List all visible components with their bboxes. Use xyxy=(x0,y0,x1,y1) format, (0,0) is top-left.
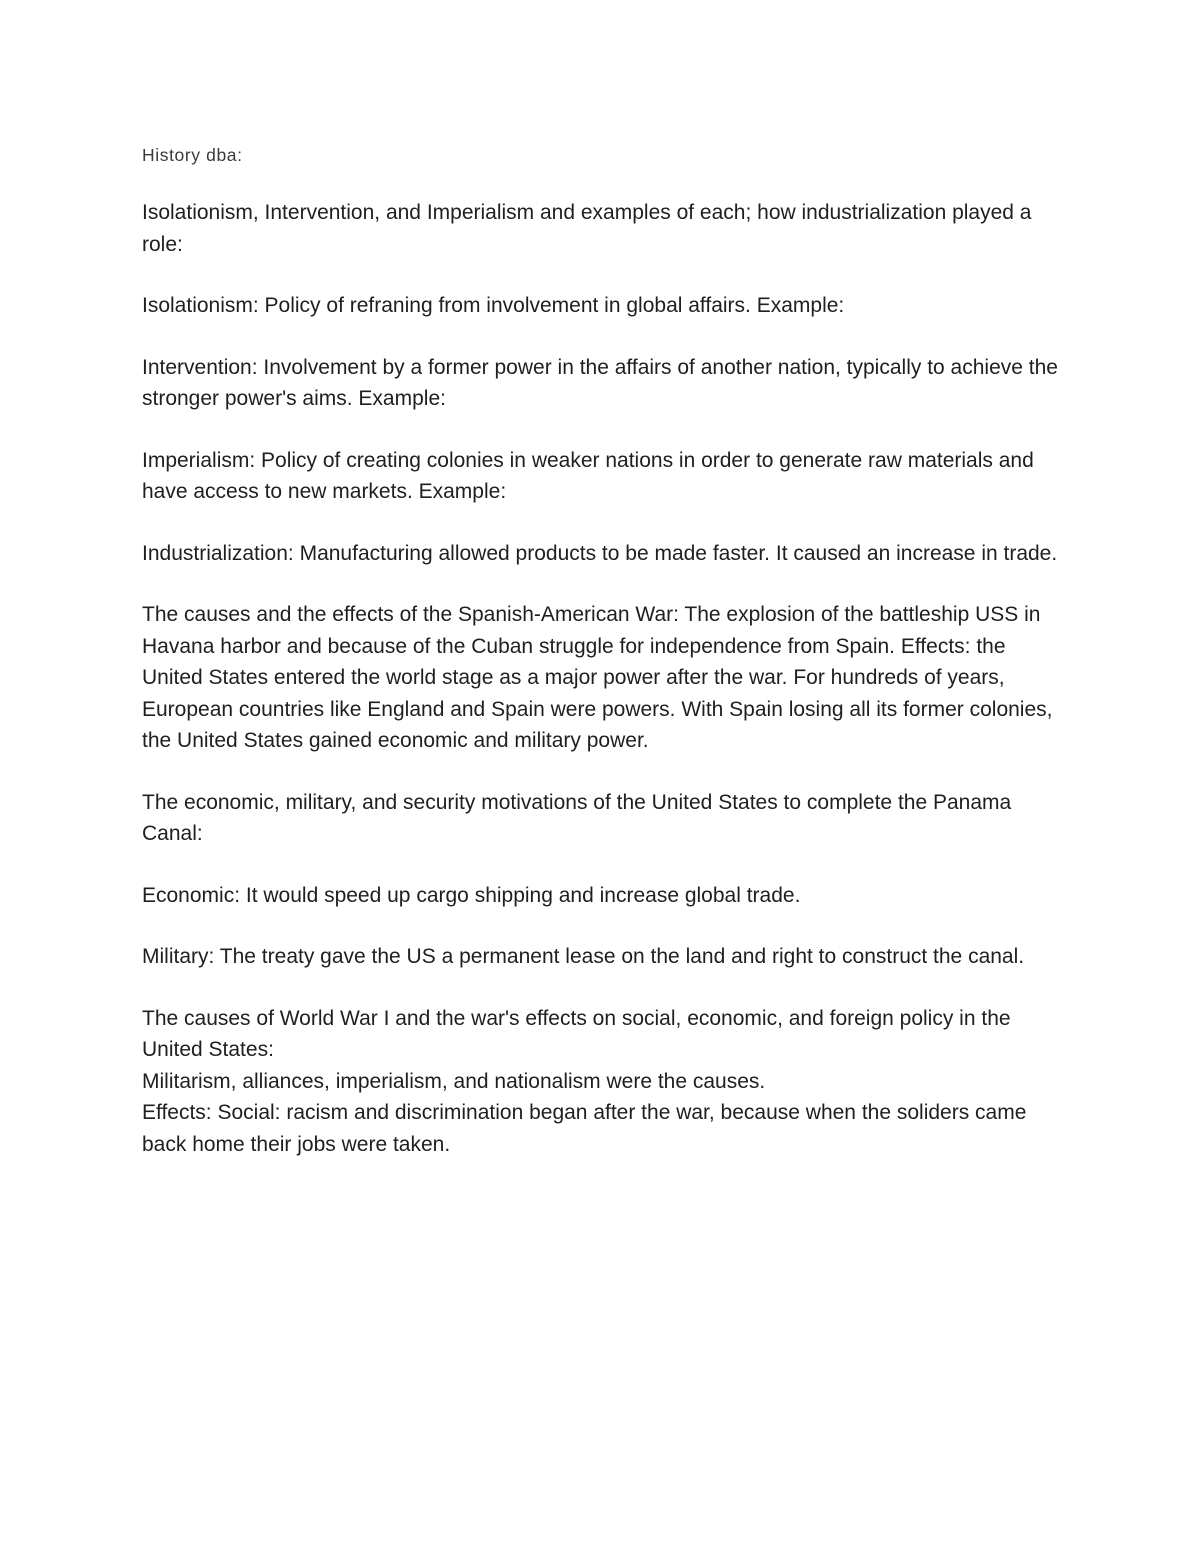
paragraph-wwi-effects: Effects: Social: racism and discrimination began after the war, because when the soliders came back home their jobs were taken. xyxy=(142,1101,1027,1156)
paragraph-intervention: Intervention: Involvement by a former power in the affairs of another nation, typically to achieve the stronger power's aims. Example: xyxy=(142,355,1058,410)
document-heading: History dba: xyxy=(142,145,243,165)
paragraph-imperialism: Imperialism: Policy of creating colonies in weaker nations in order to generate raw materials and have access to new markets. Example: xyxy=(142,448,1034,503)
paragraph-wwi-causes-intro: The causes of World War I and the war's effects on social, economic, and foreign policy in the United States: xyxy=(142,1006,1011,1061)
paragraph-military: Military: The treaty gave the US a permanent lease on the land and right to construct the canal. xyxy=(142,945,1025,968)
paragraph-isolationism: Isolationism: Policy of refraning from involvement in global affairs. Example: xyxy=(142,294,845,317)
document-body xyxy=(142,142,1067,1160)
paragraph-spanish-american-war: The causes and the effects of the Spanish-American War: The explosion of the battleship USS in Havana harbor and because of the Cuban struggle for independence from Spain. Effects: the United States entered the world stage as a major power after the war. For hundreds of years, European countries like England and Spain were powers. With Spain losing all its former colonies, the United States gained economic and military power. xyxy=(142,603,1053,752)
paragraph-panama-canal: The economic, military, and security motivations of the United States to complete the Panama Canal: xyxy=(142,790,1012,845)
paragraph-economic: Economic: It would speed up cargo shipping and increase global trade. xyxy=(142,883,801,907)
paragraph-intro: Isolationism, Intervention, and Imperialism and examples of each; how industrialization played a role: xyxy=(142,201,1032,256)
paragraph-wwi-causes: Militarism, alliances, imperialism, and nationalism were the causes. xyxy=(142,1069,766,1093)
paragraph-industrialization: Industrialization: Manufacturing allowed products to be made faster. It caused an increase in trade. xyxy=(142,541,1058,565)
